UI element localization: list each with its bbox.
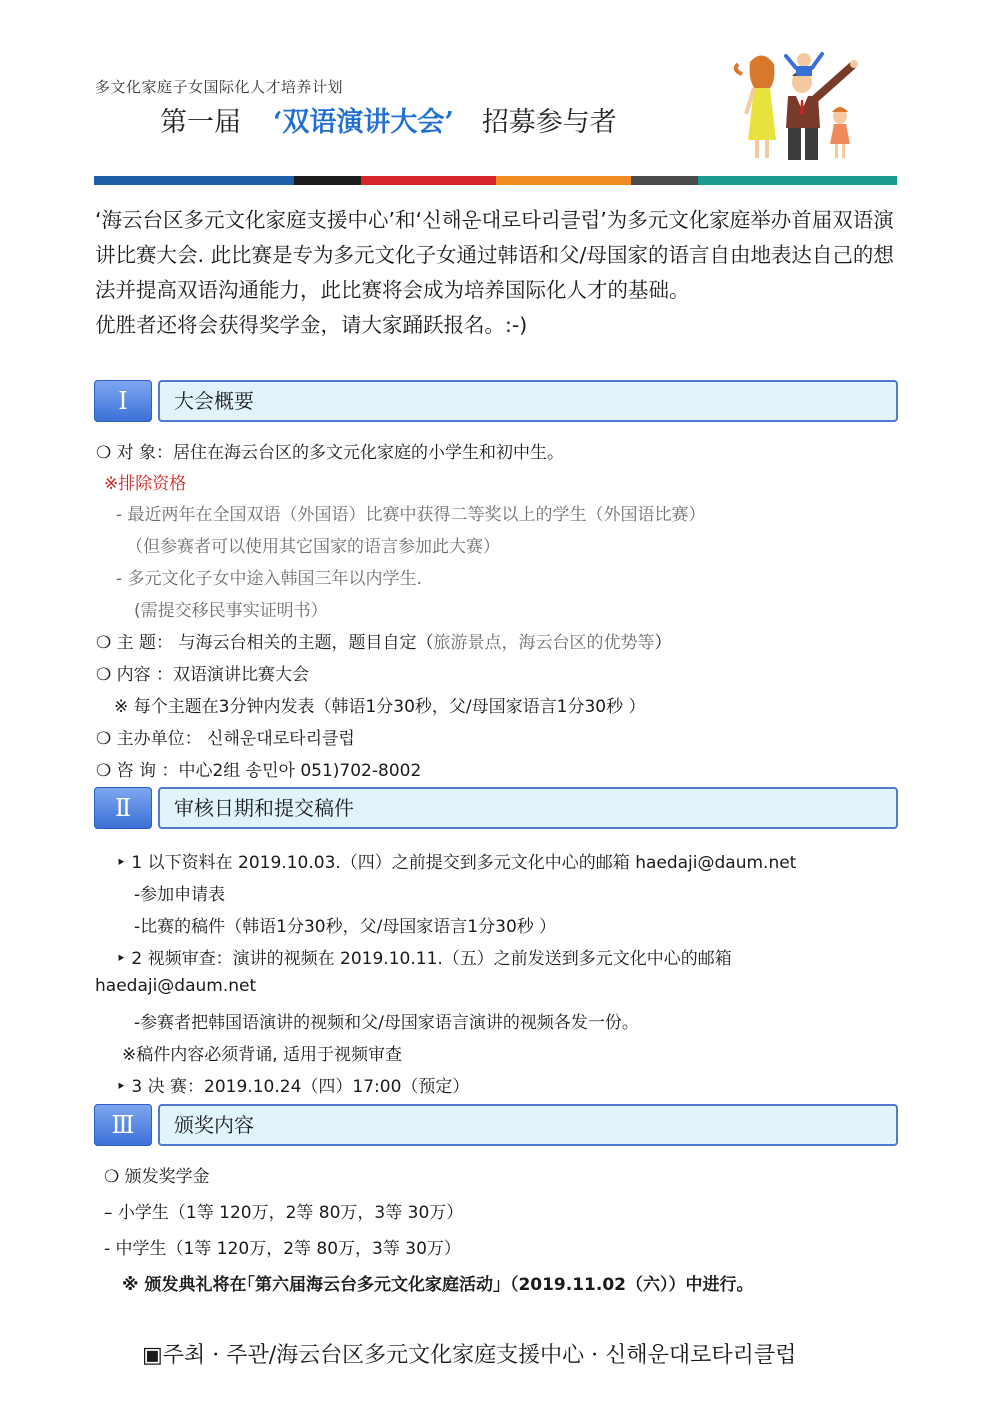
footer-hosts: ▣주최 · 주관/海云台区多元文化家庭支援中心 · 신해운대로타리클럽 (142, 1343, 797, 1368)
section-header-awards (94, 1104, 898, 1146)
color-segment (294, 176, 361, 185)
section-title: 审核日期和提交稿件 (158, 787, 898, 829)
color-segment (361, 176, 496, 185)
family-illustration (728, 44, 868, 166)
section-title: 颁奖内容 (158, 1104, 898, 1146)
exclusion-item: - 最近两年在全国双语（外国语）比赛中获得二等奖以上的学生（外国语比赛） (116, 505, 706, 525)
topic-line (96, 628, 671, 653)
page-title (160, 100, 617, 139)
exclusion-item-note: (需提交移民事实证明书） (134, 601, 328, 621)
step-1-item: -比赛的稿件（韩语1分30秒，父/母国家语言1分30秒 ） (134, 917, 557, 937)
section-number: Ⅱ (94, 787, 152, 829)
header-color-bar (94, 176, 897, 185)
section-number: Ⅰ (94, 380, 152, 422)
section-title: 大会概要 (158, 380, 898, 422)
title-suffix: 招募参与者 (481, 107, 617, 138)
topic-examples: 旅游景点，海云台区的优势等 (433, 633, 655, 653)
intro-closing: 优胜者还将会获得奖学金，请大家踊跃报名。:-) (95, 313, 528, 337)
ceremony-note: ※ 颁发典礼将在｢第六届海云台多元文化家庭活动｣（2019.11.02（六））中进行。 (122, 1275, 754, 1295)
exclusion-item-note: （但参赛者可以使用其它国家的语言参加此大赛） (126, 537, 500, 557)
title-prefix: 第一届 (160, 107, 241, 138)
organizer-line: ❍ 主办单位： 신해운대로타리클럽 (96, 729, 355, 749)
topic-label: ❍ 主 题： 与海云台相关的主题，题目自定（ (96, 633, 434, 653)
award-middle: - 中学生（1等 120万，2等 80万，3等 30万） (104, 1239, 461, 1259)
exclusion-heading: ※排除资格 (104, 474, 187, 494)
intro-paragraph: ‘海云台区多元文化家庭支援中心’和‘신해운대로타리클럽’为多元文化家庭举办首届双语演讲比赛大会. 此比赛是专为多元文化子女通过韩语和父/母国家的语言自由地表达自己的想法并提高双语沟通能力，此比赛将会成为培养国际化人才的基础。 (95, 208, 894, 302)
content-line: ❍ 内容 ：双语演讲比赛大会 (96, 665, 310, 685)
color-segment (631, 176, 698, 185)
step-1-item: -参加申请表 (134, 885, 226, 905)
step-1: ‣ 1 以下资料在 2019.10.03.（四）之前提交到多元文化中心的邮箱 haedaji@daum.net (116, 853, 797, 873)
contact-line: ❍ 咨 询 ：中心2组 송민아 051)702-8002 (96, 761, 422, 781)
step-2: ‣ 2 视频审查：演讲的视频在 2019.10.11.（五）之前发送到多元文化中心的邮箱 (116, 949, 732, 969)
section-header-overview (94, 380, 898, 422)
title-highlight: ‘双语演讲大会’ (273, 107, 454, 138)
step-3: ‣ 3 决 赛：2019.10.24（四）17:00（预定） (116, 1077, 470, 1097)
step-2-item: -参赛者把韩国语演讲的视频和父/母国家语言演讲的视频各发一份。 (134, 1013, 639, 1033)
color-segment (698, 176, 897, 185)
exclusion-item: - 多元文化子女中途入韩国三年以内学生. (116, 569, 422, 589)
color-segment (94, 176, 294, 185)
step-2-note: ※稿件内容必须背诵, 适用于视频审查 (122, 1045, 403, 1065)
program-subtitle: 多文化家庭子女国际化人才培养计划 (95, 78, 344, 96)
award-elementary: – 小学生（1等 120万，2等 80万，3等 30万） (104, 1203, 464, 1223)
section-number: Ⅲ (94, 1104, 152, 1146)
target-line: ❍ 对 象：居住在海云台区的多文元化家庭的小学生和初中生。 (96, 443, 565, 463)
content-note: ※ 每个主题在3分钟内发表（韩语1分30秒，父/母国家语言1分30秒 ） (114, 697, 646, 717)
section-header-schedule (94, 787, 898, 829)
topic-close: ） (654, 633, 672, 653)
step-2-email: haedaji@daum.net (95, 976, 257, 996)
color-segment (496, 176, 631, 185)
intro-text (95, 203, 900, 343)
award-heading: ❍ 颁发奖学金 (104, 1167, 210, 1187)
